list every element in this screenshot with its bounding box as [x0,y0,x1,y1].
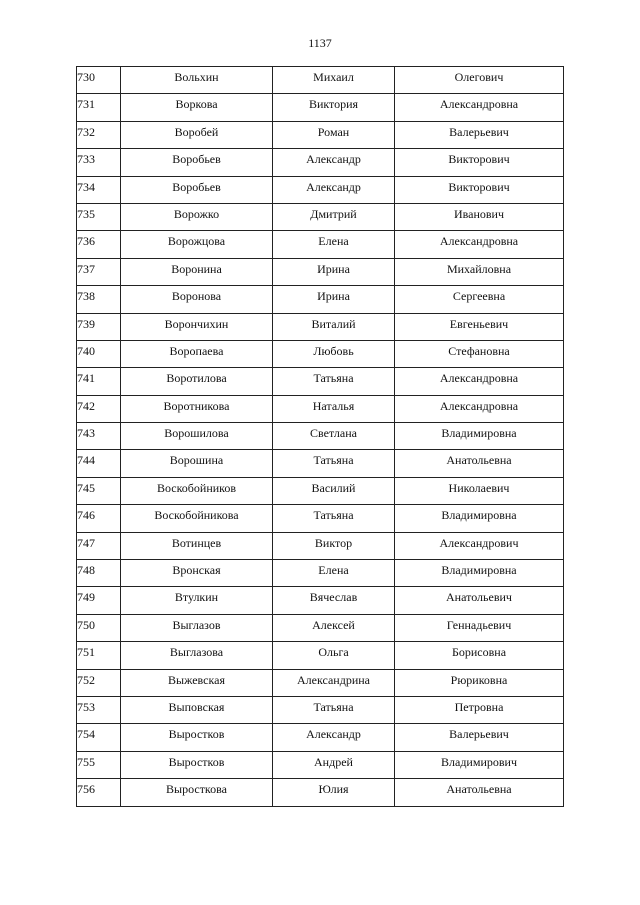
first-name-cell: Виталий [273,313,395,340]
first-name-cell: Михаил [273,67,395,94]
surname-cell: Воропаева [121,340,273,367]
first-name-cell: Василий [273,477,395,504]
first-name-cell: Ирина [273,286,395,313]
surname-cell: Воробей [121,121,273,148]
patronymic-cell: Владимировна [395,505,564,532]
surname-cell: Втулкин [121,587,273,614]
table-row [77,642,564,669]
patronymic-cell: Анатольевич [395,587,564,614]
row-number-cell: 738 [77,286,121,313]
row-number-cell: 748 [77,560,121,587]
surname-cell: Воротилова [121,368,273,395]
table-row [77,669,564,696]
surname-cell: Выглазов [121,614,273,641]
table-row [77,779,564,806]
table-row [77,505,564,532]
first-name-cell: Александр [273,176,395,203]
patronymic-cell: Александровна [395,368,564,395]
first-name-cell: Александр [273,724,395,751]
table-row [77,395,564,422]
table-row [77,477,564,504]
row-number-cell: 741 [77,368,121,395]
row-number-cell: 755 [77,751,121,778]
surname-cell: Воркова [121,94,273,121]
surname-cell: Воробьев [121,149,273,176]
row-number-cell: 739 [77,313,121,340]
surname-cell: Выглазова [121,642,273,669]
surname-cell: Выростков [121,724,273,751]
first-name-cell: Александр [273,149,395,176]
table-row [77,94,564,121]
first-name-cell: Ольга [273,642,395,669]
row-number-cell: 740 [77,340,121,367]
surname-cell: Воскобойников [121,477,273,504]
table-row [77,724,564,751]
table-row [77,340,564,367]
row-number-cell: 735 [77,203,121,230]
patronymic-cell: Рюриковна [395,669,564,696]
row-number-cell: 756 [77,779,121,806]
row-number-cell: 744 [77,450,121,477]
first-name-cell: Любовь [273,340,395,367]
table-row [77,258,564,285]
patronymic-cell: Владимировна [395,423,564,450]
patronymic-cell: Анатольевна [395,779,564,806]
surname-cell: Ворожко [121,203,273,230]
first-name-cell: Наталья [273,395,395,422]
surname-cell: Ворожцова [121,231,273,258]
table-row [77,149,564,176]
patronymic-cell: Викторович [395,176,564,203]
row-number-cell: 745 [77,477,121,504]
patronymic-cell: Александровна [395,395,564,422]
surname-cell: Ворончихин [121,313,273,340]
row-number-cell: 734 [77,176,121,203]
patronymic-cell: Борисовна [395,642,564,669]
surname-cell: Выповская [121,696,273,723]
row-number-cell: 751 [77,642,121,669]
patronymic-cell: Михайловна [395,258,564,285]
table-row [77,368,564,395]
table-row [77,423,564,450]
table-row [77,313,564,340]
first-name-cell: Андрей [273,751,395,778]
first-name-cell: Елена [273,560,395,587]
surname-cell: Ворошина [121,450,273,477]
patronymic-cell: Владимировна [395,560,564,587]
row-number-cell: 737 [77,258,121,285]
table-row [77,751,564,778]
patronymic-cell: Александрович [395,532,564,559]
table-row [77,696,564,723]
patronymic-cell: Петровна [395,696,564,723]
table-row [77,532,564,559]
table-row [77,176,564,203]
table-row [77,450,564,477]
row-number-cell: 736 [77,231,121,258]
registry-table-body [77,67,564,807]
first-name-cell: Алексей [273,614,395,641]
first-name-cell: Татьяна [273,505,395,532]
row-number-cell: 732 [77,121,121,148]
table-row [77,560,564,587]
row-number-cell: 730 [77,67,121,94]
row-number-cell: 731 [77,94,121,121]
surname-cell: Выжевская [121,669,273,696]
row-number-cell: 749 [77,587,121,614]
table-row [77,67,564,94]
first-name-cell: Вячеслав [273,587,395,614]
row-number-cell: 750 [77,614,121,641]
first-name-cell: Ирина [273,258,395,285]
surname-cell: Вотинцев [121,532,273,559]
page-number: 1137 [308,36,332,50]
patronymic-cell: Иванович [395,203,564,230]
first-name-cell: Татьяна [273,450,395,477]
patronymic-cell: Евгеньевич [395,313,564,340]
first-name-cell: Роман [273,121,395,148]
surname-cell: Ворошилова [121,423,273,450]
first-name-cell: Виктория [273,94,395,121]
patronymic-cell: Анатольевна [395,450,564,477]
patronymic-cell: Александровна [395,94,564,121]
surname-cell: Выростков [121,751,273,778]
row-number-cell: 742 [77,395,121,422]
table-row [77,587,564,614]
first-name-cell: Дмитрий [273,203,395,230]
surname-cell: Воробьев [121,176,273,203]
surname-cell: Воронина [121,258,273,285]
table-row [77,614,564,641]
table-row [77,121,564,148]
patronymic-cell: Александровна [395,231,564,258]
first-name-cell: Юлия [273,779,395,806]
first-name-cell: Виктор [273,532,395,559]
first-name-cell: Татьяна [273,368,395,395]
row-number-cell: 754 [77,724,121,751]
surname-cell: Воскобойникова [121,505,273,532]
row-number-cell: 743 [77,423,121,450]
surname-cell: Воронова [121,286,273,313]
patronymic-cell: Валерьевич [395,724,564,751]
row-number-cell: 753 [77,696,121,723]
row-number-cell: 733 [77,149,121,176]
patronymic-cell: Николаевич [395,477,564,504]
first-name-cell: Александрина [273,669,395,696]
table-row [77,203,564,230]
first-name-cell: Светлана [273,423,395,450]
table-row [77,231,564,258]
row-number-cell: 752 [77,669,121,696]
surname-cell: Вронская [121,560,273,587]
first-name-cell: Елена [273,231,395,258]
patronymic-cell: Валерьевич [395,121,564,148]
first-name-cell: Татьяна [273,696,395,723]
row-number-cell: 747 [77,532,121,559]
surname-cell: Вольхин [121,67,273,94]
row-number-cell: 746 [77,505,121,532]
patronymic-cell: Сергеевна [395,286,564,313]
surname-cell: Выросткова [121,779,273,806]
patronymic-cell: Викторович [395,149,564,176]
patronymic-cell: Стефановна [395,340,564,367]
table-row [77,286,564,313]
patronymic-cell: Владимирович [395,751,564,778]
patronymic-cell: Геннадьевич [395,614,564,641]
registry-table [76,66,564,807]
patronymic-cell: Олегович [395,67,564,94]
surname-cell: Воротникова [121,395,273,422]
